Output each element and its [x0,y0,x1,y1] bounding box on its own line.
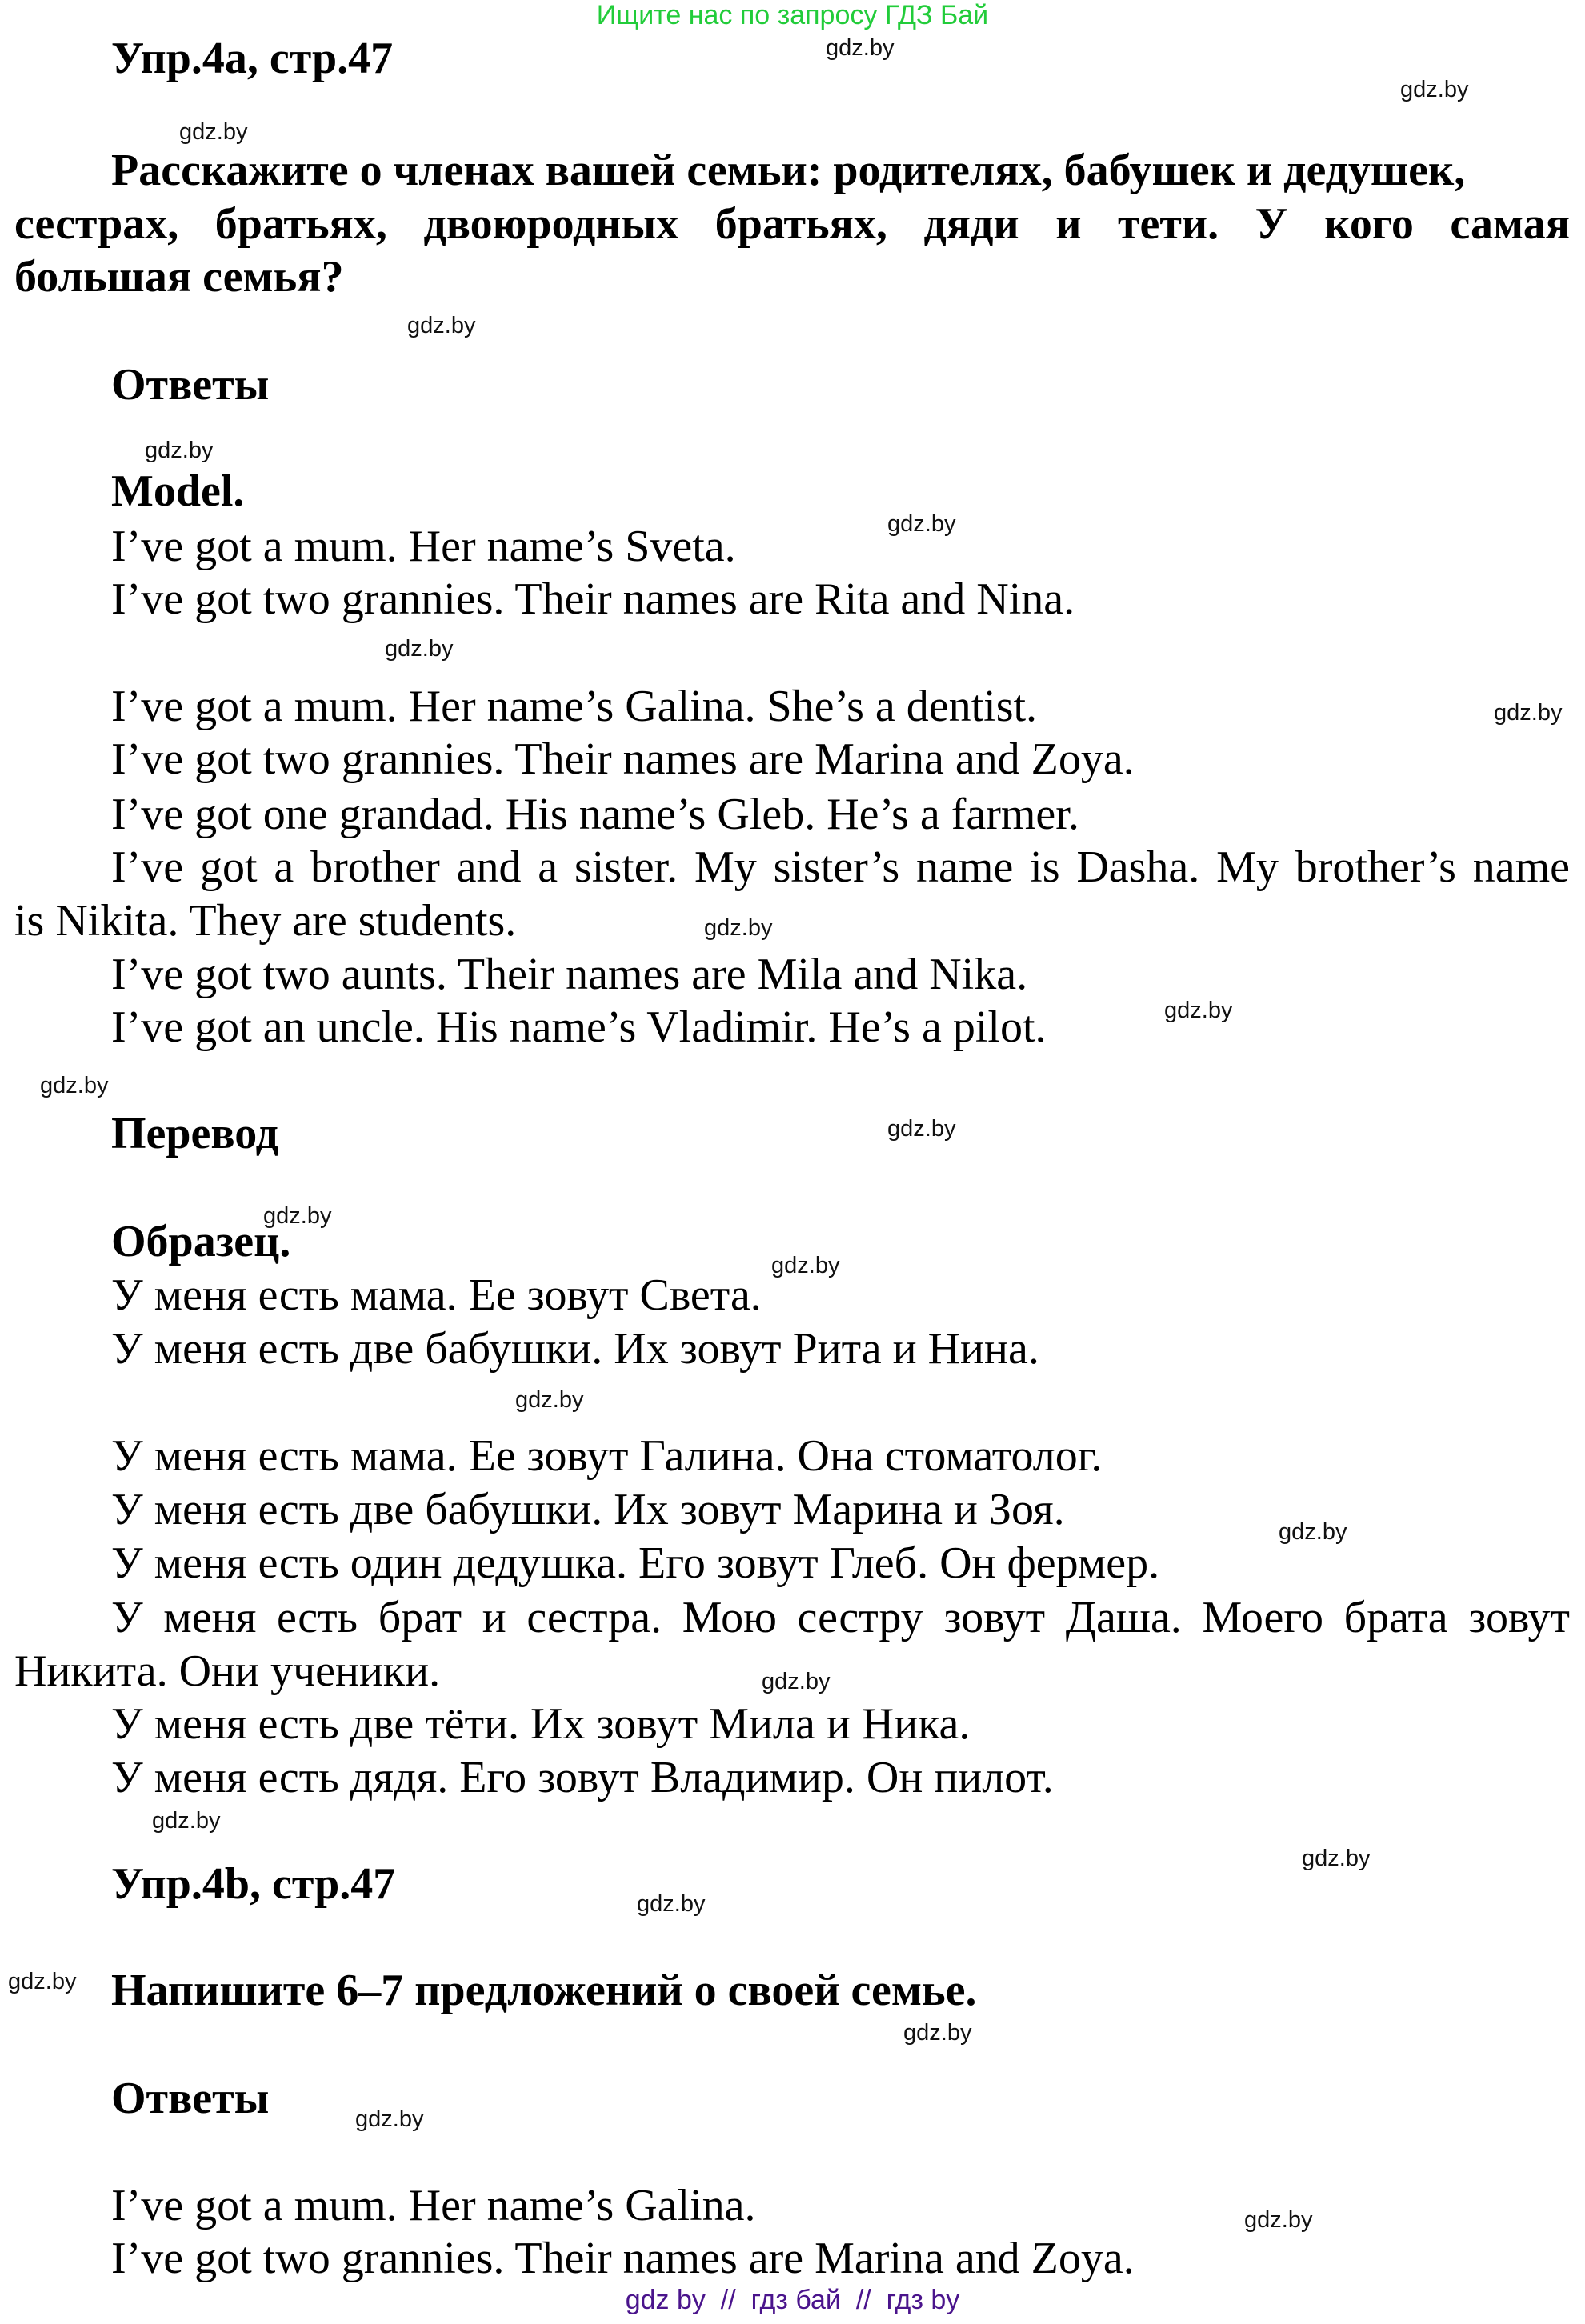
translation-line-5: Никита. Они ученики. [14,1646,441,1696]
translation-heading: Перевод [111,1109,278,1158]
watermark: gdz.by [145,438,214,463]
task-4a-line-2: сестрах, братьях, двоюродных братьях, дяди и тети. У кого самая [14,199,1570,249]
watermark: gdz.by [887,511,956,537]
watermark: gdz.by [1302,1846,1371,1871]
model-line-2: I’ve got two grannies. Their names are Rita and Nina. [111,574,1075,624]
sample-line-2: У меня есть две бабушки. Их зовут Рита и Нина. [111,1324,1039,1374]
answers-heading-4b: Ответы [111,2074,270,2123]
watermark: gdz.by [762,1669,831,1694]
answer-line-1: I’ve got a mum. Her name’s Galina. She’s a dentist. [111,682,1038,731]
footer-links[interactable]: gdz by // гдз бай // гдз by [625,2285,960,2315]
watermark: gdz.by [826,35,895,61]
watermark: gdz.by [152,1808,221,1834]
watermark: gdz.by [355,2106,424,2132]
sample-heading: Образец. [111,1217,291,1266]
watermark: gdz.by [1494,700,1563,726]
watermark: gdz.by [263,1203,332,1229]
watermark: gdz.by [385,636,454,662]
watermark: gdz.by [8,1969,77,1994]
translation-line-6: У меня есть две тёти. Их зовут Мила и Ника. [111,1699,971,1749]
watermark: gdz.by [515,1387,584,1413]
answer-line-3: I’ve got one grandad. His name’s Gleb. He’s a farmer. [111,790,1079,839]
translation-line-4: У меня есть брат и сестра. Мою сестру зовут Даша. Моего брата зовут [111,1593,1570,1642]
translation-line-7: У меня есть дядя. Его зовут Владимир. Он пилот. [111,1753,1054,1802]
answer-4b-line-1: I’ve got a mum. Her name’s Galina. [111,2181,756,2230]
task-4b: Напишите 6–7 предложений о своей семье. [111,1966,977,2015]
answer-line-5: is Nikita. They are students. [14,896,517,946]
watermark: gdz.by [637,1891,706,1917]
task-4a-line-3: большая семья? [14,252,344,302]
task-4a-line-1: Расскажите о членах вашей семьи: родителях, бабушек и дедушек, [111,146,1466,195]
answers-heading-4a: Ответы [111,360,270,410]
answer-line-4: I’ve got a brother and a sister. My sister’s name is Dasha. My brother’s name [111,842,1570,892]
answer-line-7: I’ve got an uncle. His name’s Vladimir. He’s a pilot. [111,1002,1047,1052]
exercise-4a-title: Упр.4a, стр.47 [111,34,394,83]
watermark: gdz.by [1400,77,1469,102]
watermark: gdz.by [1279,1519,1347,1545]
watermark: gdz.by [1244,2207,1313,2233]
watermark: gdz.by [179,119,248,145]
translation-line-2: У меня есть две бабушки. Их зовут Марина и Зоя. [111,1485,1065,1534]
answer-line-2: I’ve got two grannies. Their names are Marina and Zoya. [111,734,1135,784]
model-heading: Model. [111,466,245,516]
translation-line-1: У меня есть мама. Ее зовут Галина. Она стоматолог. [111,1431,1103,1481]
exercise-4b-title: Упр.4b, стр.47 [111,1859,396,1909]
watermark: gdz.by [771,1253,840,1278]
watermark: gdz.by [903,2020,972,2046]
answer-line-6: I’ve got two aunts. Their names are Mila and Nika. [111,950,1028,999]
sample-line-1: У меня есть мама. Ее зовут Света. [111,1270,762,1320]
watermark: gdz.by [407,313,476,338]
translation-line-3: У меня есть один дедушка. Его зовут Глеб. Он фермер. [111,1538,1160,1588]
watermark: gdz.by [1164,998,1233,1023]
promo-banner[interactable]: Ищите нас по запросу ГДЗ Бай [596,0,989,30]
watermark: gdz.by [704,915,773,941]
watermark: gdz.by [40,1073,109,1098]
model-line-1: I’ve got a mum. Her name’s Sveta. [111,522,736,571]
answer-4b-line-2: I’ve got two grannies. Their names are Marina and Zoya. [111,2234,1135,2283]
watermark: gdz.by [887,1116,956,1142]
